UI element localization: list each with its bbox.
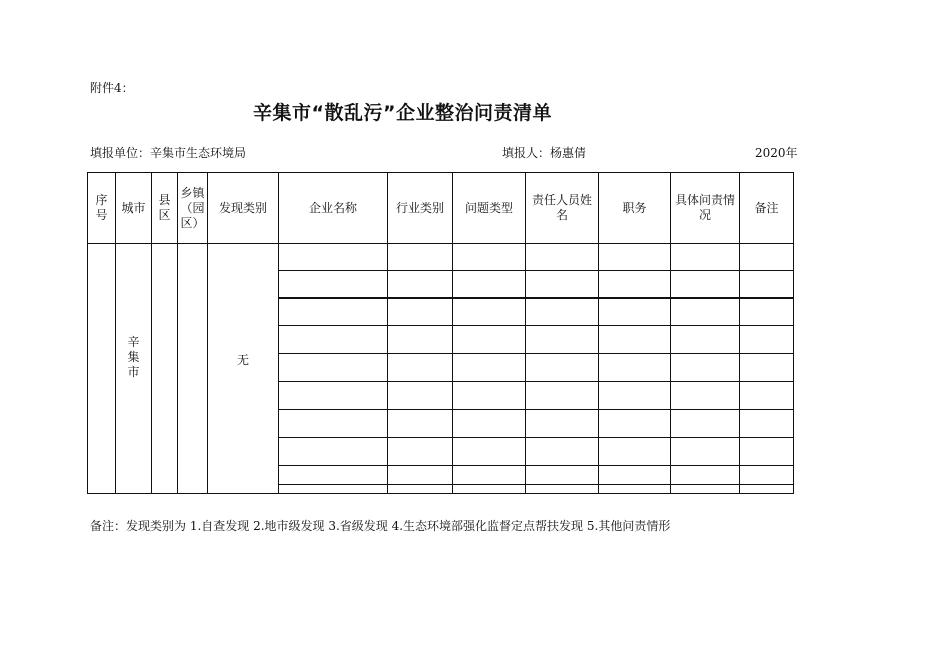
col-header-discovery-type: 发现类别: [208, 173, 279, 244]
col-header-town: 乡镇（园区）: [178, 173, 208, 244]
merged-discovery-type-cell: 无: [208, 244, 279, 494]
table-cell: [453, 354, 526, 382]
table-cell: [453, 410, 526, 438]
footer-note: 备注：发现类别为 1.自查发现 2.地市级发现 3.省级发现 4.生态环境部强化监督定点帮扶发现 5.其他问责情形: [90, 519, 671, 533]
table-cell: [279, 438, 388, 466]
table-cell: [453, 326, 526, 354]
table-cell: [671, 354, 740, 382]
table-cell: [526, 298, 599, 326]
table-cell: [671, 438, 740, 466]
table-cell: [740, 382, 794, 410]
merged-index-cell: [88, 244, 116, 494]
table-cell: [671, 485, 740, 494]
table-cell: [599, 326, 671, 354]
table-cell: [599, 298, 671, 326]
header-row: [88, 173, 794, 244]
col-header-city: 城市: [116, 173, 152, 244]
table-cell: [740, 438, 794, 466]
table-row: [88, 244, 794, 271]
table-cell: [599, 354, 671, 382]
table-cell: [388, 354, 453, 382]
table-cell: [526, 326, 599, 354]
table-cell: [671, 298, 740, 326]
col-header-company: 企业名称: [279, 173, 388, 244]
table-cell: [279, 466, 388, 485]
table-cell: [453, 438, 526, 466]
col-header-position: 职务: [599, 173, 671, 244]
attachment-label: 附件4：: [90, 81, 134, 95]
table-cell: [671, 244, 740, 271]
table-cell: [526, 244, 599, 271]
merged-town-cell: [178, 244, 208, 494]
col-header-remarks: 备注: [740, 173, 794, 244]
table-cell: [279, 354, 388, 382]
table-cell: [740, 354, 794, 382]
col-header-industry: 行业类别: [388, 173, 453, 244]
col-header-county: 县区: [152, 173, 178, 244]
table-cell: [599, 271, 671, 298]
table-cell: [279, 485, 388, 494]
fill-unit: 填报单位：辛集市生态环境局: [90, 146, 247, 160]
report-year: 2020年: [755, 146, 798, 160]
table-cell: [388, 410, 453, 438]
table-cell: [671, 410, 740, 438]
table-cell: [388, 466, 453, 485]
table-cell: [526, 438, 599, 466]
table-cell: [671, 382, 740, 410]
table-cell: [388, 382, 453, 410]
table-cell: [453, 382, 526, 410]
table-cell: [526, 271, 599, 298]
table-cell: [599, 466, 671, 485]
table-cell: [453, 271, 526, 298]
table-cell: [279, 410, 388, 438]
table-cell: [526, 485, 599, 494]
table-cell: [279, 298, 388, 326]
table-cell: [599, 485, 671, 494]
col-header-index: 序号: [88, 173, 116, 244]
table-cell: [526, 410, 599, 438]
table-cell: [740, 485, 794, 494]
table-cell: [671, 326, 740, 354]
table-cell: [388, 326, 453, 354]
table-cell: [599, 382, 671, 410]
table-cell: [740, 244, 794, 271]
table-cell: [526, 382, 599, 410]
table-cell: [599, 438, 671, 466]
table-cell: [388, 244, 453, 271]
table-cell: [740, 410, 794, 438]
col-header-responsible-person: 责任人员姓名: [526, 173, 599, 244]
table-cell: [740, 326, 794, 354]
document-title: 辛集市“散乱污”企业整治问责清单: [253, 102, 552, 124]
table-cell: [599, 244, 671, 271]
table-cell: [599, 410, 671, 438]
table-cell: [453, 485, 526, 494]
table-cell: [453, 466, 526, 485]
merged-county-cell: [152, 244, 178, 494]
table-cell: [526, 466, 599, 485]
accountability-table: [87, 172, 794, 494]
table-cell: [279, 382, 388, 410]
table-cell: [453, 244, 526, 271]
col-header-accountability-details: 具体问责情况: [671, 173, 740, 244]
table-cell: [388, 438, 453, 466]
table-cell: [453, 298, 526, 326]
table-cell: [671, 271, 740, 298]
table-cell: [388, 298, 453, 326]
col-header-problem-type: 问题类型: [453, 173, 526, 244]
table-cell: [740, 466, 794, 485]
table-cell: [740, 298, 794, 326]
table-cell: [279, 244, 388, 271]
merged-city-cell: 辛集市: [116, 244, 152, 494]
table-cell: [388, 485, 453, 494]
table-cell: [279, 271, 388, 298]
table-cell: [671, 466, 740, 485]
table-cell: [526, 354, 599, 382]
filler-name: 填报人：杨惠倩: [502, 146, 587, 160]
table-cell: [279, 326, 388, 354]
table-cell: [740, 271, 794, 298]
table-cell: [388, 271, 453, 298]
